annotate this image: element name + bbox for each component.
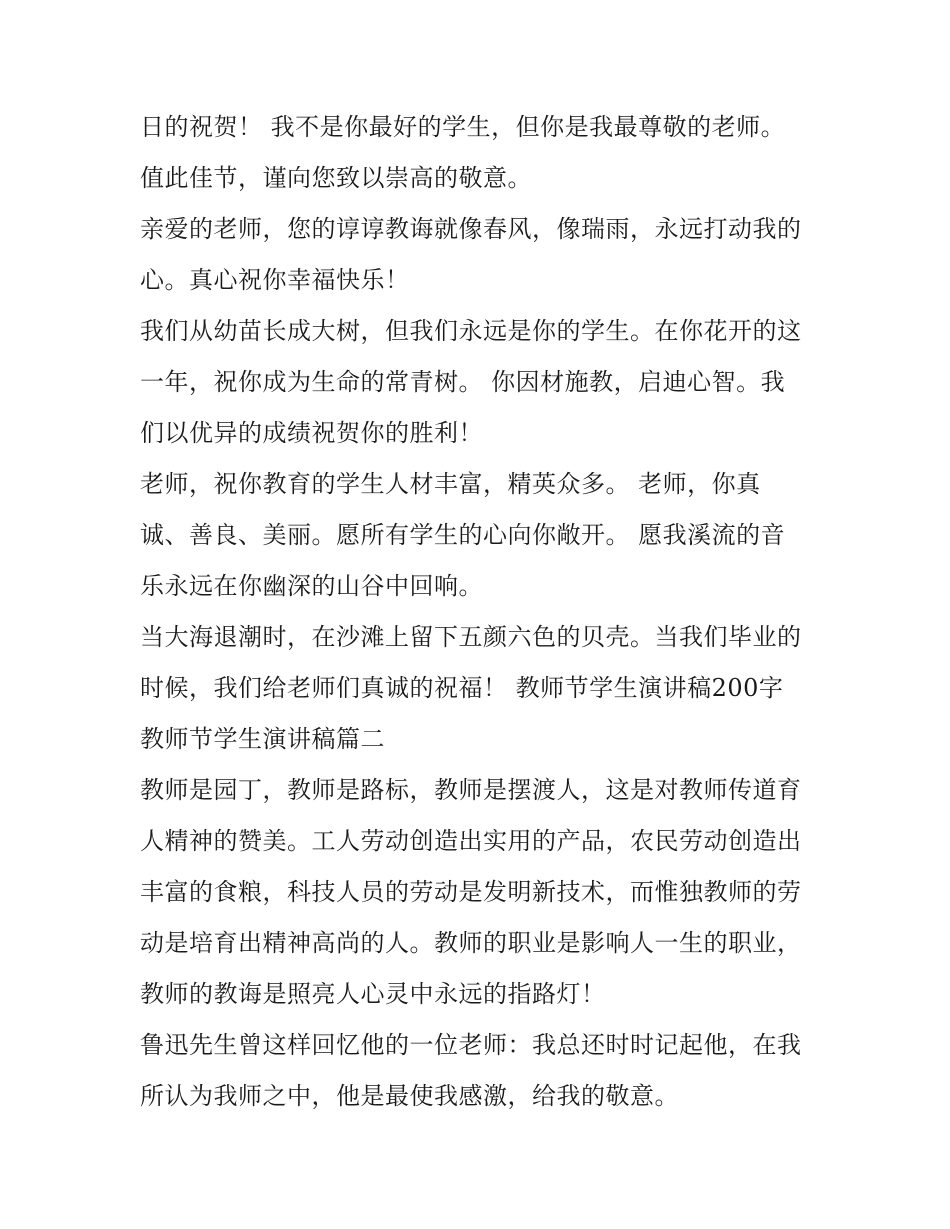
text-line: 我们从幼苗长成大树，但我们永远是你的学生。在你花开的这 xyxy=(140,317,802,345)
text-line: 乐永远在你幽深的山谷中回响。 xyxy=(140,572,483,600)
text-line: 一年，祝你成为生命的常青树。 你因材施教，启迪心智。我 xyxy=(140,368,786,396)
text-line: 时候，我们给老师们真诚的祝福！ 教师节学生演讲稿200字 xyxy=(140,674,784,702)
text-line: 日的祝贺！ 我不是你最好的学生，但你是我最尊敬的老师。 xyxy=(140,113,786,141)
text-line: 值此佳节，谨向您致以崇高的敬意。 xyxy=(140,164,532,192)
text-line: 当大海退潮时，在沙滩上留下五颜六色的贝壳。当我们毕业的 xyxy=(140,623,802,651)
text-line: 所认为我师之中，他是最使我感激，给我的敬意。 xyxy=(140,1082,679,1110)
text-line: 人精神的赞美。工人劳动创造出实用的产品，农民劳动创造出 xyxy=(140,827,802,855)
text-line: 教师是园丁，教师是路标，教师是摆渡人，这是对教师传道育 xyxy=(140,776,802,804)
text-line: 诚、善良、美丽。愿所有学生的心向你敞开。 愿我溪流的音 xyxy=(140,521,786,549)
text-line: 丰富的食粮，科技人员的劳动是发明新技术，而惟独教师的劳 xyxy=(140,878,802,906)
text-line: 鲁迅先生曾这样回忆他的一位老师：我总还时时记起他，在我 xyxy=(140,1031,802,1059)
text-line: 心。真心祝你幸福快乐！ xyxy=(140,266,410,294)
text-line: 亲爱的老师，您的谆谆教诲就像春风，像瑞雨，永远打动我的 xyxy=(140,215,802,243)
text-line: 动是培育出精神高尚的人。教师的职业是影响人一生的职业， xyxy=(140,929,802,957)
text-line: 们以优异的成绩祝贺你的胜利！ xyxy=(140,419,483,447)
document-body xyxy=(140,102,830,1122)
section-heading: 教师节学生演讲稿篇二 xyxy=(140,725,385,753)
text-line: 教师的教诲是照亮人心灵中永远的指路灯！ xyxy=(140,980,606,1008)
text-line: 老师，祝你教育的学生人材丰富，精英众多。 老师，你真 xyxy=(140,470,761,498)
